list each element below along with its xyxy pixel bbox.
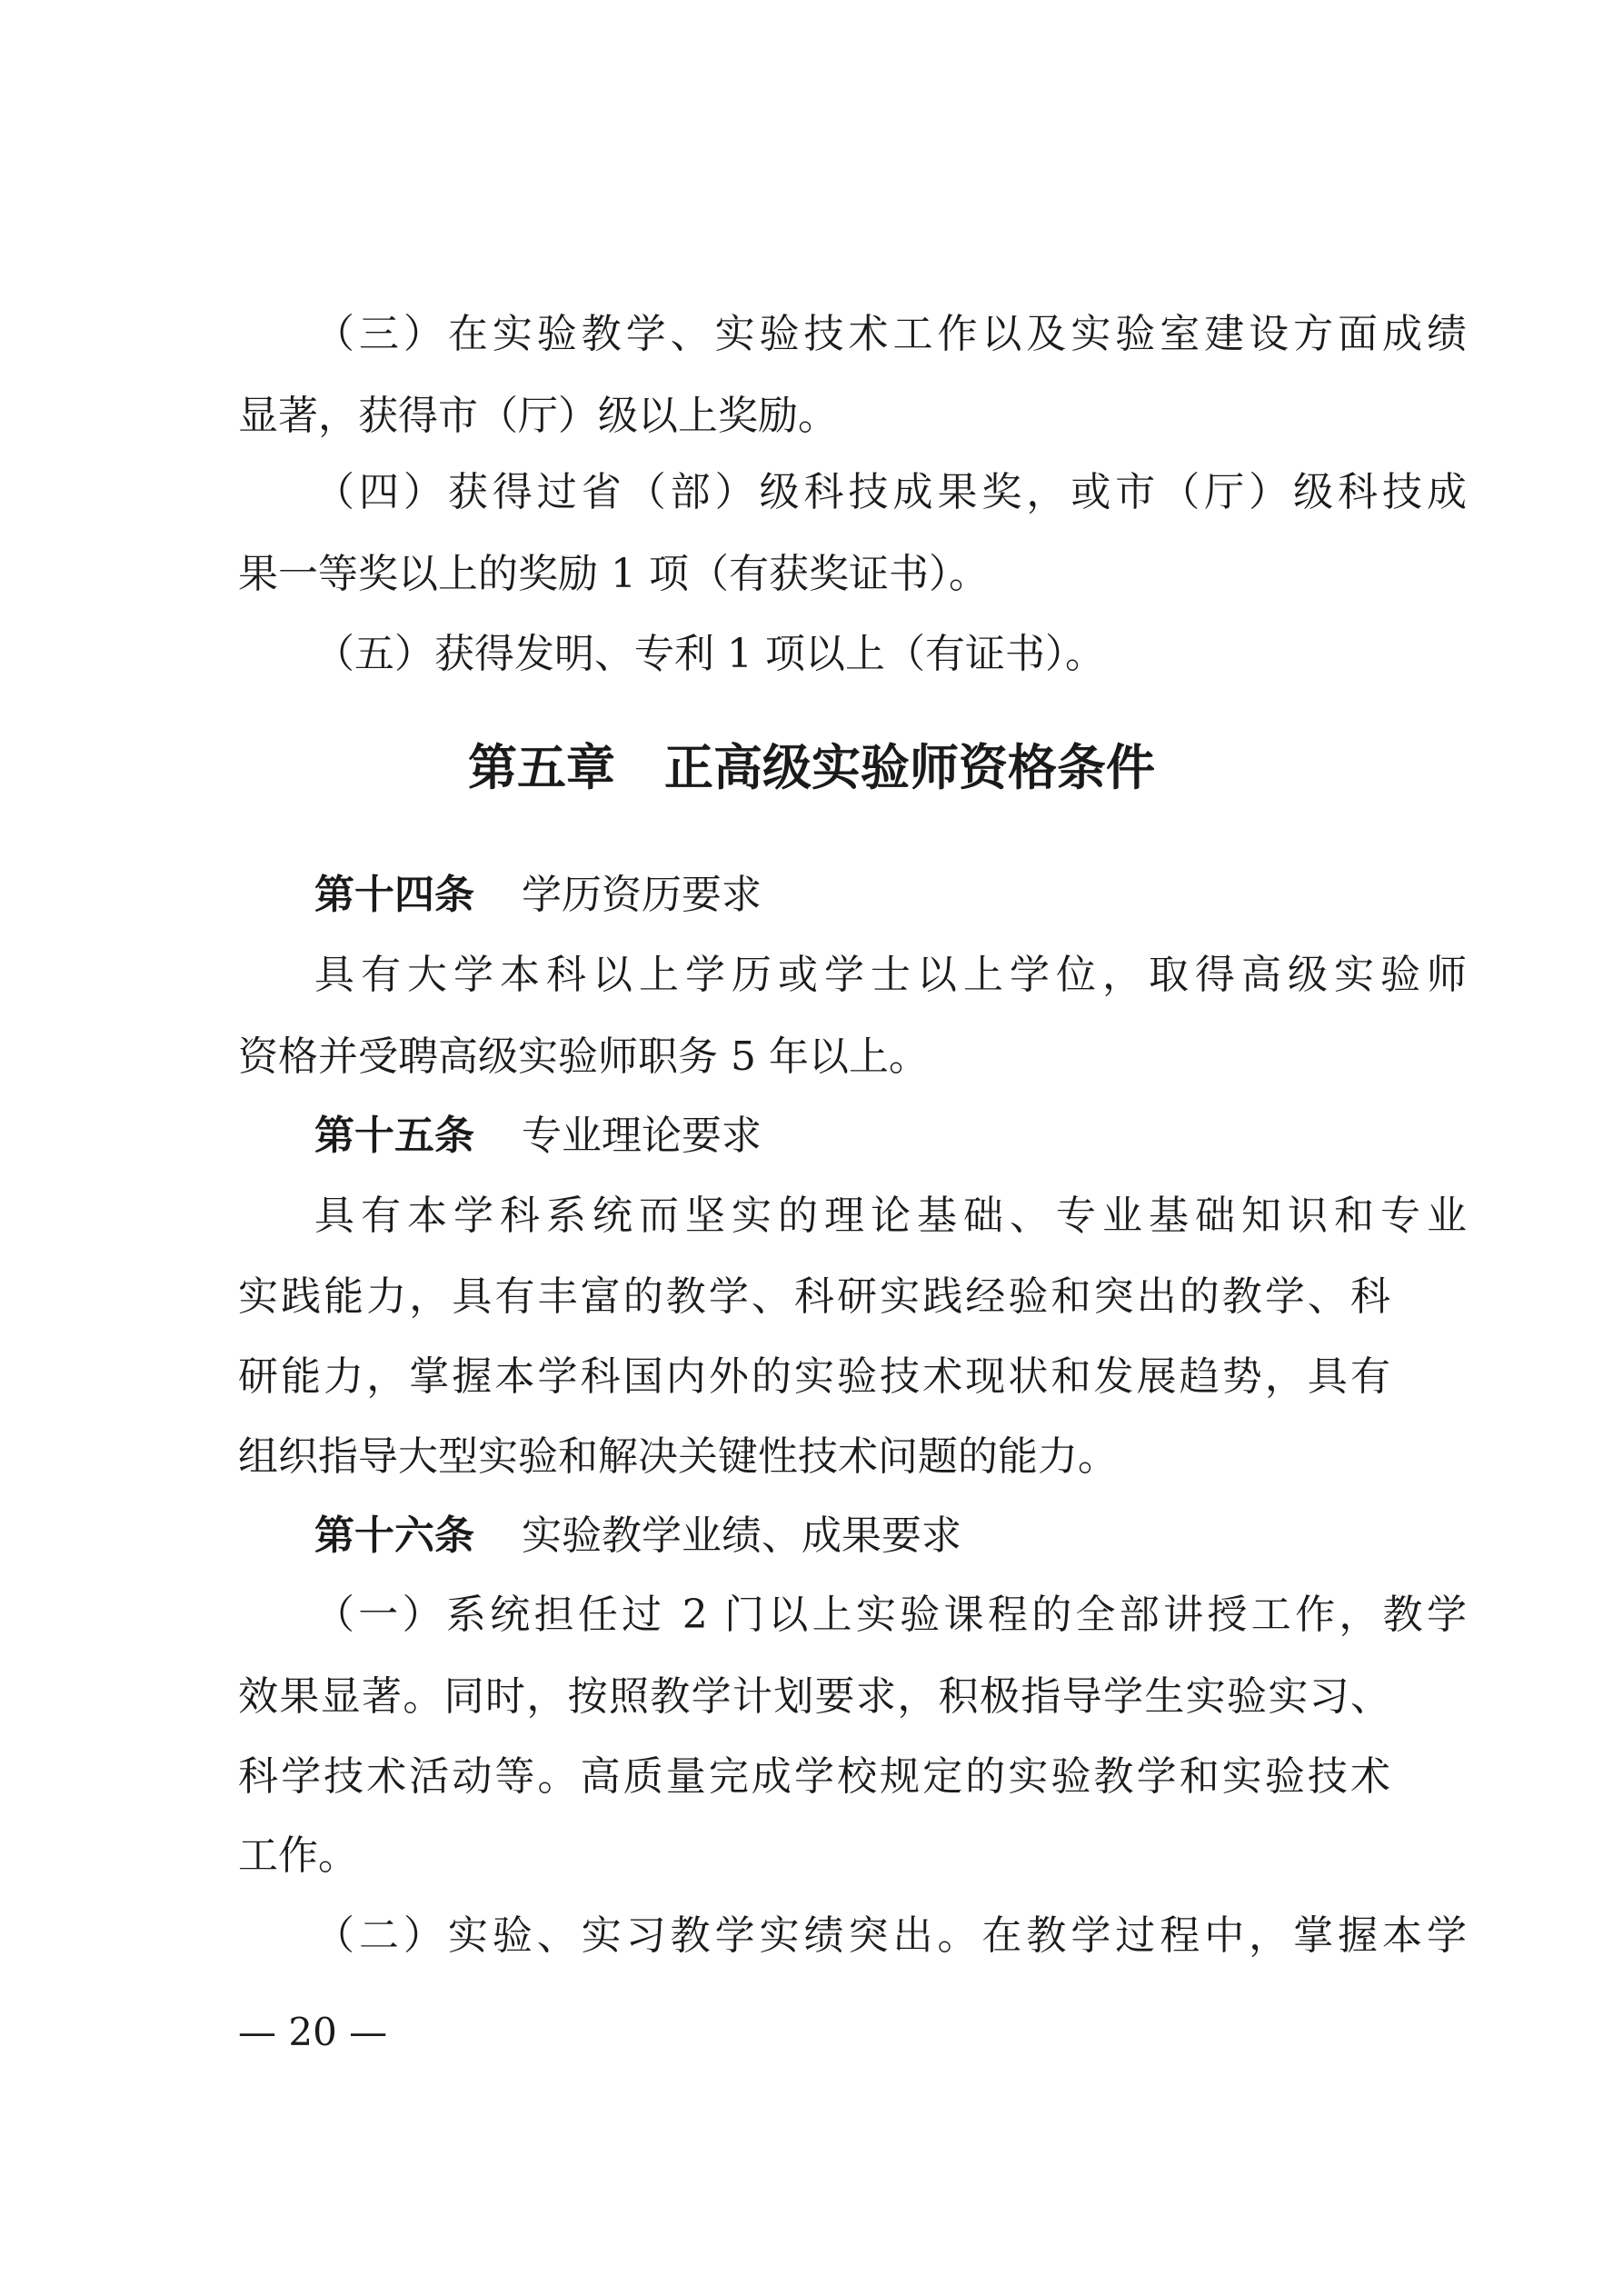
chapter-title: 第五章 正高级实验师资格条件	[468, 739, 1155, 796]
article14-title: 学历资历要求	[522, 872, 762, 918]
article14-line2: 资格并受聘高级实验师职务 5 年以上。	[238, 1033, 929, 1080]
page-number: — 20 —	[238, 2010, 388, 2054]
article16-item1-line4: 工作。	[238, 1832, 358, 1879]
article16-item1-line2: 效果显著。同时，按照教学计划要求，积极指导学生实验实习、	[238, 1673, 1390, 1720]
article15-line3: 研能力，掌握本学科国内外的实验技术现状和发展趋势，具有	[238, 1353, 1390, 1400]
item3-line2: 显著，获得市（厅）级以上奖励。	[238, 393, 838, 439]
article16-title: 实验教学业绩、成果要求	[522, 1512, 961, 1559]
article15-line2: 实践能力，具有丰富的教学、科研实践经验和突出的教学、科	[238, 1273, 1390, 1320]
article16-item1-line3: 科学技术活动等。高质量完成学校规定的实验教学和实验技术	[238, 1753, 1390, 1800]
article15-number: 第十五条	[314, 1113, 474, 1159]
article14-number: 第十四条	[314, 872, 474, 918]
article16-item1-line1: （一）系统担任过 2 门以上实验课程的全部讲授工作，教学	[314, 1592, 1467, 1638]
article16-number: 第十六条	[314, 1512, 474, 1559]
article16-heading	[314, 1509, 1467, 1563]
article14-line1: 具有大学本科以上学历或学士以上学位，取得高级实验师	[314, 952, 1467, 998]
article16-item2-line1: （二）实验、实习教学实绩突出。在教学过程中，掌握本学	[314, 1912, 1467, 1959]
article15-line4: 组织指导大型实验和解决关键性技术问题的能力。	[238, 1433, 1118, 1480]
item4-line1: （四）获得过省（部）级科技成果奖，或市（厅）级科技成	[314, 469, 1467, 515]
article14-heading	[314, 868, 1467, 923]
item4-line2: 果一等奖以上的奖励 1 项（有获奖证书）。	[238, 551, 989, 597]
article15-heading	[314, 1109, 1467, 1163]
item3-line1: （三）在实验教学、实验技术工作以及实验室建设方面成绩	[314, 311, 1467, 357]
article15-title: 专业理论要求	[522, 1113, 762, 1159]
article15-line1: 具有本学科系统而坚实的理论基础、专业基础知识和专业	[314, 1193, 1467, 1239]
item5-line1: （五）获得发明、专利 1 项以上（有证书）。	[314, 631, 1105, 677]
